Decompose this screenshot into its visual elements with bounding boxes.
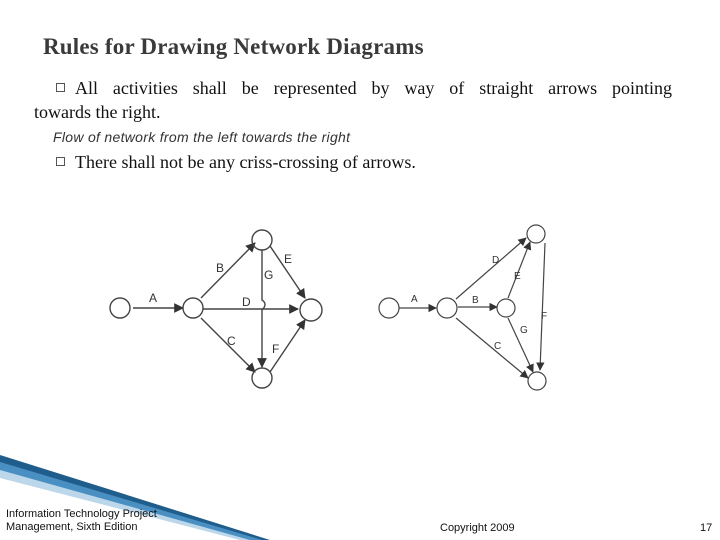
- left-label-c: C: [227, 334, 236, 348]
- right-node-5: [528, 372, 546, 390]
- right-label-e: E: [514, 271, 521, 282]
- right-label-c: C: [494, 341, 502, 352]
- footer-copyright: Copyright 2009: [440, 522, 515, 534]
- footer-book-line-1: Information Technology Project: [6, 508, 157, 520]
- left-node-2: [183, 298, 203, 318]
- left-node-4: [252, 368, 272, 388]
- right-label-a: A: [411, 294, 418, 305]
- left-node-1: [110, 298, 130, 318]
- right-node-3: [497, 299, 515, 317]
- right-node-1: [379, 298, 399, 318]
- flow-caption: Flow of network from the left towards the right: [53, 129, 351, 145]
- left-label-g: G: [264, 268, 274, 282]
- left-node-3: [252, 230, 272, 250]
- right-node-4: [527, 225, 545, 243]
- bullet-2-text: There shall not be any criss-crossing of arrows.: [75, 152, 416, 172]
- bullet-1-line-1: All activities shall be represented by way of straight arrows pointing: [75, 78, 672, 98]
- left-label-e: E: [284, 252, 293, 266]
- page-number: 17: [700, 522, 713, 534]
- slide-title: Rules for Drawing Network Diagrams: [43, 34, 424, 59]
- footer-book-title: [6, 508, 157, 534]
- left-label-a: A: [149, 291, 158, 305]
- bullet-1-line-2: towards the right.: [34, 102, 161, 122]
- footer-book-line-2: Management, Sixth Edition: [6, 521, 138, 533]
- right-label-d: D: [492, 255, 500, 266]
- right-network-diagram: [379, 225, 546, 390]
- left-node-5: [300, 299, 322, 321]
- left-label-b: B: [216, 261, 225, 275]
- right-label-g: G: [520, 325, 528, 336]
- right-node-2: [437, 298, 457, 318]
- right-label-f: F: [541, 311, 548, 322]
- left-label-d: D: [242, 295, 251, 309]
- left-label-f: F: [272, 342, 280, 356]
- right-label-b: B: [472, 295, 479, 306]
